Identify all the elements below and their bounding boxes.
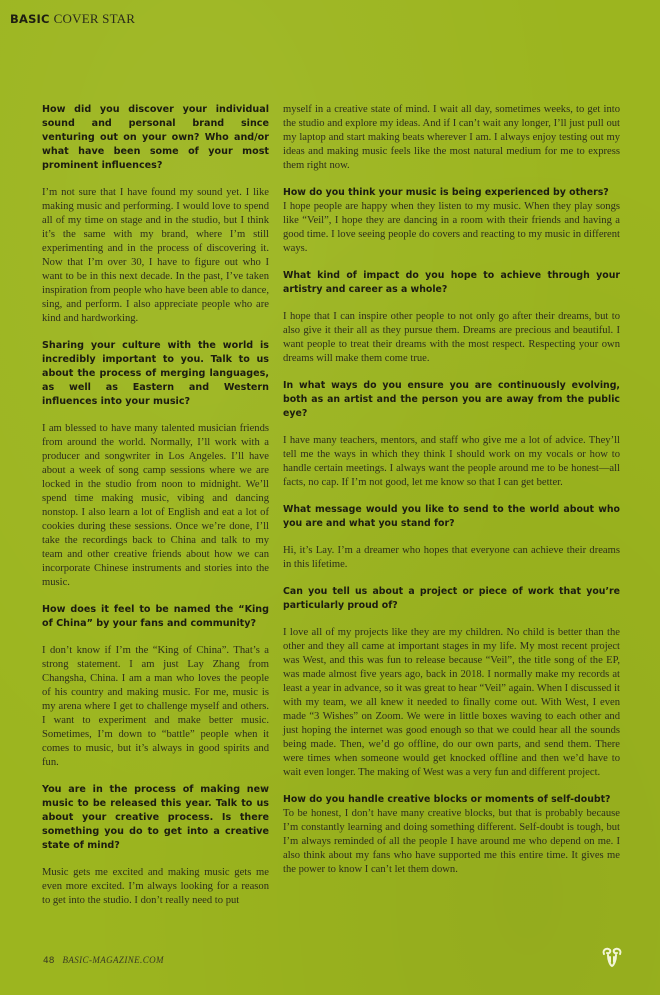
right-column [283, 103, 620, 877]
question: What message would you like to send to the world about who you are and what you stand for? [283, 504, 620, 529]
section-name: COVER STAR [53, 11, 136, 26]
question: How do you think your music is being experienced by others? [283, 187, 609, 198]
answer: I don’t know if I’m the “King of China”. That’s a strong statement. I am just Lay Zhang from Changsha, China. I am a man who loves the people of his country and making music. For me, music is my arena where I get to challenge myself and others. I want to experiment and make better music. Sometimes, I’m down to “battle” people when it comes to music, but it’s always in good spirits and fun. [42, 645, 269, 768]
question: What kind of impact do you hope to achieve through your artistry and career as a whole? [283, 270, 620, 295]
answer: I love all of my projects like they are my children. No child is better than the other and they all came at important stages in my life. My most recent project was West, and this was fun to release because “Veil”, the title song of the EP, was made almost five years ago, back in 2018. I normally make my records at least a year in advance, so it was great to hear “Veil” again. When I discussed it with my team, we all knew it needed to finally come out. With West, I even made “3 Wishes” on Zoom. We were in little boxes waving to each other and just hoping the internet was good enough so that we could hear all the sounds being made. Then, we’d go offline, do our own parts, and send them. There were times when someone would get knocked offline and then we’d have to wait even longer. The making of West was a very fun and different project. [283, 627, 620, 778]
answer: To be honest, I don’t have many creative blocks, but that is probably because I’m constantly learning and doing something different. Self-doubt is tough, but I’m always reminded of all the people I have around me who depend on me. I also think about my fans who have supported me this entire time. It gives me the power to know I can’t let them down. [283, 808, 620, 875]
answer: I have many teachers, mentors, and staff who give me a lot of advice. They’ll tell me the ways in which they think I should work on my vocals or how to handle certain meetings. I always want the people around me to be honest—all facts, no cap. If I’m not good, let me know so that I can get better. [283, 435, 620, 488]
magazine-header [10, 11, 135, 27]
website-link[interactable]: BASIC-MAGAZINE.COM [62, 955, 164, 965]
question: How did you discover your individual sound and personal brand since venturing out on your own? Who and/or what have been some of your most prominent influences? [42, 104, 269, 171]
page-number: 48 [43, 956, 55, 966]
answer: I hope that I can inspire other people to not only go after their dreams, but to also give it their all as they pursue them. Dreams are precious and beautiful. I want people to treat their dreams with the most respect. Respecting your own dreams will make them come true. [283, 311, 620, 364]
answer: Music gets me excited and making music gets me even more excited. I’m always looking for a reason to get into the studio. I don’t really need to put [42, 867, 269, 906]
question: Can you tell us about a project or piece of work that you’re particularly proud of? [283, 586, 620, 611]
answer: Hi, it’s Lay. I’m a dreamer who hopes that everyone can achieve their dreams in this lifetime. [283, 545, 620, 570]
question: How does it feel to be named the “King of China” by your fans and community? [42, 604, 269, 629]
ram-head-icon [599, 946, 625, 968]
brand-name: BASIC [10, 12, 50, 26]
answer: I’m not sure that I have found my sound yet. I like making music and performing. I would love to spend all of my time on stage and in the studio, but I think it’s the same with my brand, where I’m still experimenting and in the process of discovering it. Now that I’m over 30, I have to figure out who I want to be in this next decade. In the past, I’ve taken inspiration from people who have been able to dance, sing, and perform. I also appreciate people who are kind and hardworking. [42, 187, 269, 324]
answer: I hope people are happy when they listen to my music. When they play songs like “Veil”, I hope they are dancing in a room with their friends and having a good time. I love seeing people do covers and reacting to my music in different ways. [283, 201, 620, 254]
question: How do you handle creative blocks or moments of self-doubt? [283, 794, 611, 805]
question: Sharing your culture with the world is incredibly important to you. Talk to us about the process of merging languages, as well as Eastern and Western influences into your music? [42, 340, 269, 407]
answer: I am blessed to have many talented musician friends from around the world. Normally, I’ll work with a producer and songwriter in Los Angeles. I’ll have about a week of song camp sessions where we are locked in the studio from noon to midnight. We’ll spend time making music, vibing and dancing nonstop. I also learn a lot of English and eat a lot of cookies during these sessions. Once we’re done, I’ll take the recordings back to China and talk to my team and other creative friends about how we can incorporate Chinese instruments and stories into the music. [42, 423, 269, 588]
page-footer [43, 955, 164, 966]
left-column [42, 103, 269, 908]
question: You are in the process of making new music to be released this year. Talk to us about your creative process. Is there something you do to get into a creative state of mind? [42, 784, 269, 851]
answer: myself in a creative state of mind. I wait all day, sometimes weeks, to get into the studio and explore my ideas. And if I can’t wait any longer, I’ll just pull out my laptop and start making beats wherever I am. I always enjoy testing out my ideas and making music feels like the most natural medium for me to express them right now. [283, 104, 620, 171]
question: In what ways do you ensure you are continuously evolving, both as an artist and the person you are away from the public eye? [283, 380, 620, 419]
